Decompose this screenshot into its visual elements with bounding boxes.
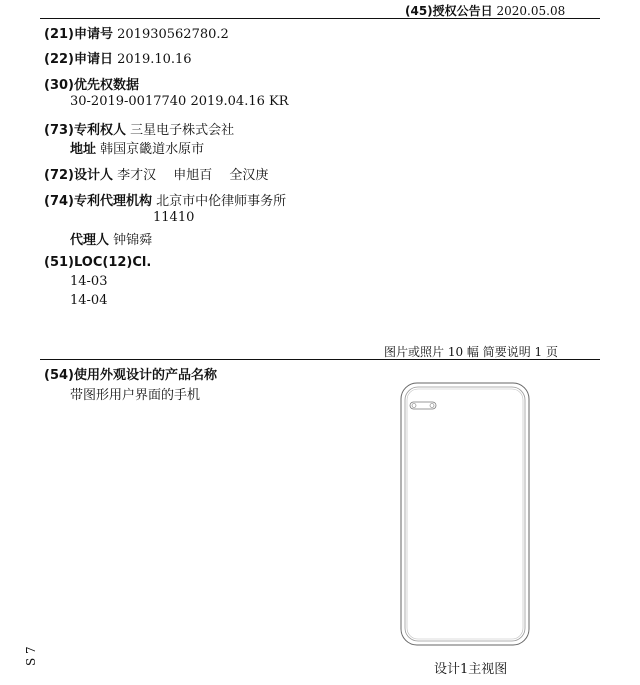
field-label: LOC(12)Cl.	[73, 255, 152, 270]
field-value: 2019.10.16	[117, 52, 192, 67]
field-code: (54)	[44, 368, 74, 383]
field-label: 专利权人	[73, 123, 126, 138]
field-application-date	[44, 48, 192, 67]
field-designer	[44, 164, 268, 183]
camera-lens-left-icon	[412, 404, 416, 408]
field-value: 钟锦舜	[113, 233, 153, 248]
field-value: 李才汉 申旭百 全汉庚	[117, 168, 269, 183]
agency-code-value: 11410	[153, 210, 195, 225]
screen-outline	[407, 389, 523, 639]
field-code: (74)	[44, 194, 74, 209]
field-loc	[44, 255, 151, 270]
publication-date-header	[405, 2, 565, 19]
loc-value: 14-04	[70, 293, 108, 308]
field-label: 设计人	[73, 168, 113, 183]
field-code: (22)	[44, 52, 74, 67]
front-camera-icon	[410, 402, 436, 409]
field-application-number	[44, 23, 229, 42]
side-text: S 7	[24, 646, 38, 666]
summary-line: 图片或照片 10 幅 简要说明 1 页	[384, 345, 558, 359]
field-label: 专利代理机构	[73, 194, 152, 209]
field-agent	[70, 229, 152, 248]
loc-value: 14-03	[70, 274, 108, 289]
header-label: 授权公告日	[432, 4, 493, 18]
field-code: (21)	[44, 27, 74, 42]
field-label: 代理人	[70, 233, 110, 248]
camera-lens-right-icon	[430, 404, 434, 408]
field-address	[70, 138, 204, 157]
header-date: 2020.05.08	[496, 4, 566, 18]
field-agency	[44, 190, 286, 209]
field-value: 三星电子株式会社	[130, 123, 235, 138]
field-label: 优先权数据	[73, 78, 139, 93]
product-name-value: 带图形用户界面的手机	[70, 388, 201, 403]
field-code: (72)	[44, 168, 74, 183]
field-label: 地址	[70, 142, 97, 157]
field-value: 北京市中伦律师事务所	[156, 194, 287, 209]
field-label: 使用外观设计的产品名称	[73, 368, 217, 383]
header-rule	[40, 18, 600, 19]
field-value: 韩国京畿道水原市	[100, 142, 205, 157]
phone-inner-outline	[405, 387, 525, 641]
field-label: 申请号	[73, 27, 113, 42]
field-code: (30)	[44, 78, 74, 93]
priority-value: 30-2019-0017740 2019.04.16 KR	[70, 94, 289, 109]
field-value: 201930562780.2	[117, 27, 229, 42]
figure-caption: 设计1主视图	[434, 662, 508, 677]
field-code: (51)	[44, 255, 74, 270]
phone-outer-outline	[401, 383, 529, 645]
section-rule	[40, 359, 600, 360]
field-label: 申请日	[73, 52, 113, 67]
field-code: (73)	[44, 123, 74, 138]
phone-front-view-drawing	[398, 380, 534, 650]
field-patentee	[44, 119, 234, 138]
header-code: (45)	[405, 4, 433, 18]
field-product-name	[44, 364, 217, 383]
field-priority	[44, 74, 139, 93]
